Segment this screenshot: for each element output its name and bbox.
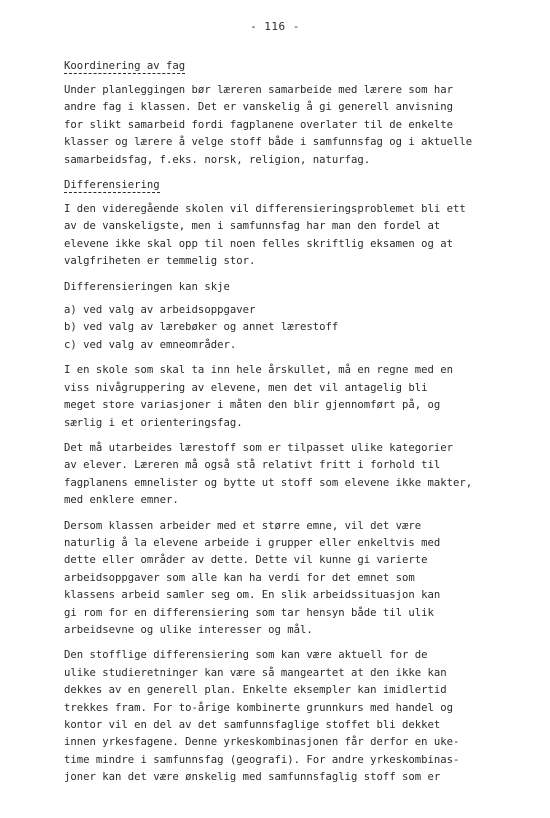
list-item: c) ved valg av emneområder. xyxy=(64,338,237,351)
paragraph-differensiering-5: Dersom klassen arbeider med et større emne, vil det være naturlig å la elevene arbeide i grupper eller enkeltvis med dette eller områder av dette. Dette vil kunne gi varierte arbeidsoppgaver som alle kan ha verdi for det emnet som klassens arbeid samler seg om. En slik arbeidssituasjon kan gi rom for en differensiering som tar hensyn både til ulik arbeidsevne og ulike interesser og mål. xyxy=(64,519,441,636)
paragraph-differensiering-3: I en skole som skal ta inn hele årskullet, må en regne med en viss nivågruppering av elevene, men det vil antagelig bli meget store variasjoner i måten den blir gjennomført på, og særlig i et orienteringsfag. xyxy=(64,364,454,429)
list-item: a) ved valg av arbeidsoppgaver xyxy=(64,304,256,317)
paragraph-differensiering-4: Det må utarbeides lærestoff som er tilpasset ulike kategorier av elever. Læreren må også stå relativt fritt i forhold til fagplanens emnelister og bytte ut stoff som elevene ikke makter, med enklere emner. xyxy=(64,441,473,507)
paragraph-koordinering: Under planleggingen bør læreren samarbeide med lærere som har andre fag i klassen. Det er vanskelig å gi generell anvisning for slikt samarbeid fordi fagplanene overlater til de enkelte klasser og lærere å velge stoff både i samfunnsfag og i aktuelle samarbeidsfag, f.eks. norsk, religion, naturfag. xyxy=(64,84,473,166)
section-heading-differensiering: Differensiering xyxy=(64,179,160,192)
differensiering-list xyxy=(64,302,524,354)
page-body xyxy=(64,58,524,795)
paragraph-differensiering-6: Den stofflige differensiering som kan være aktuell for de ulike studieretninger kan være så mangeartet at den ikke kan dekkes av en generell plan. Enkelte eksempler kan imidlertid trekkes fram. For to-årige kombinerte grunnkurs med handel og kontor vil en del av det samfunnsfaglige stoffet bli dekket innen yrkesfagene. Denne yrkeskombinasjonen får derfor en uke- time mindre i samfunnsfag (geografi). For andre yrkeskombinas- joner kan det være ønskelig med samfunnsfaglig stoff som er xyxy=(64,649,460,784)
page-number: - 116 - xyxy=(250,20,300,33)
section-heading-koordinering: Koordinering av fag xyxy=(64,60,186,72)
list-item: b) ved valg av lærebøker og annet lærestoff xyxy=(64,321,339,334)
paragraph-differensiering-1: I den videregående skolen vil differensieringsproblemet bli ett av de vanskeligste, men i samfunnsfag har man den fordel at elevene ikke skal opp til noen felles skriftlig eksamen og at valgfriheten er temmelig stor. xyxy=(64,203,466,268)
paragraph-differensiering-2: Differensieringen kan skje xyxy=(64,280,230,293)
